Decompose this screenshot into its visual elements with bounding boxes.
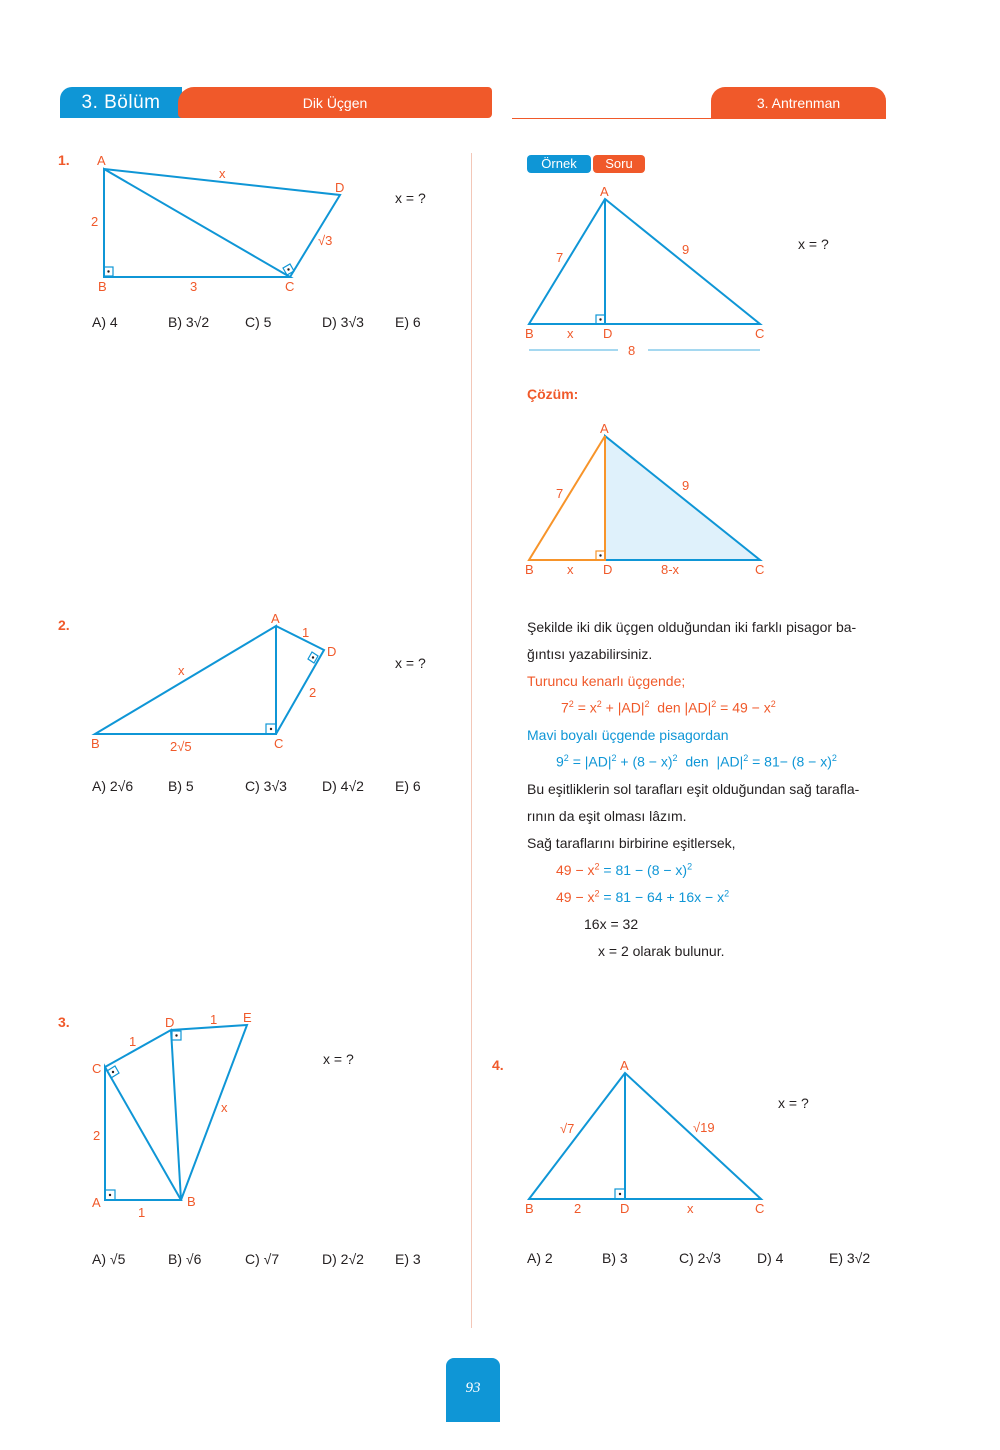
q3-label-x: x: [221, 1100, 228, 1115]
sol-label-d: D: [603, 562, 613, 577]
q3-label-cd: 1: [129, 1034, 137, 1049]
q4-label-ac: √19: [693, 1120, 715, 1135]
q2-label-c: C: [274, 736, 284, 751]
q1-label-x: x: [219, 166, 226, 181]
q4-option-d[interactable]: D) 4: [757, 1250, 784, 1266]
solution-line-6: rının da eşit olması lâzım.: [527, 808, 687, 824]
q4-label-bd: 2: [574, 1201, 582, 1216]
q1-option-e[interactable]: E) 6: [395, 314, 421, 330]
solution-line-2: ğıntısı yazabilirsiniz.: [527, 646, 653, 662]
solution-line-1: Şekilde iki dik üçgen olduğundan iki farklı pisagor ba-: [527, 619, 857, 635]
q1-option-b[interactable]: B) 3√2: [168, 314, 210, 330]
q1-label-d: D: [335, 180, 345, 195]
training-banner: 3. Antrenman: [711, 87, 886, 118]
question-1-number: 1.: [58, 152, 70, 168]
q2-option-e[interactable]: E) 6: [395, 778, 421, 794]
q1-label-bc: 3: [190, 279, 198, 294]
q4-label-d: D: [620, 1201, 630, 1216]
ex-label-a: A: [600, 184, 609, 199]
ex-label-ac: 9: [682, 242, 690, 257]
ex-label-c: C: [755, 326, 765, 341]
q4-label-ab: √7: [560, 1121, 575, 1136]
sol-label-a: A: [600, 421, 609, 436]
q3-option-a[interactable]: A) √5: [92, 1251, 126, 1267]
question-4-number: 4.: [492, 1057, 504, 1073]
solution-line-9: x = 2 olarak bulunur.: [598, 943, 725, 959]
q2-label-ad: 1: [302, 625, 310, 640]
topic-banner: Dik Üçgen: [178, 87, 492, 118]
q4-option-c[interactable]: C) 2√3: [679, 1250, 721, 1266]
q2-label-b: B: [91, 736, 100, 751]
q1-label-b: B: [98, 279, 107, 294]
q4-label-a: A: [620, 1058, 629, 1073]
ex-prompt: x = ?: [798, 236, 829, 252]
solution-line-4: Mavi boyalı üçgende pisagordan: [527, 727, 729, 743]
q3-label-c: C: [92, 1061, 102, 1076]
solution-line-3: Turuncu kenarlı üçgende;: [527, 673, 686, 689]
ex-label-ab: 7: [556, 250, 564, 265]
equation-combined-2: $49 - x^2 = 81 - 64 + 16x - x^2$: [556, 888, 730, 905]
q2-label-dc: 2: [309, 685, 317, 700]
q4-option-a[interactable]: A) 2: [527, 1250, 553, 1266]
q4-option-b[interactable]: B) 3: [602, 1250, 628, 1266]
q4-label-b: B: [525, 1201, 534, 1216]
ex-label-x: x: [567, 326, 574, 341]
q3-option-c[interactable]: C) √7: [245, 1251, 280, 1267]
q4-prompt: x = ?: [778, 1095, 809, 1111]
q4-options: [0, 1250, 900, 1270]
q2-option-b[interactable]: B) 5: [168, 778, 194, 794]
equation-blue-1: $9^2 = |AD|^2 + (8 - x)^2$ den $|AD|^2 = 81- (8 - x)^2$: [556, 753, 837, 770]
q3-option-d[interactable]: D) 2√2: [322, 1251, 364, 1267]
solution-line-5: Bu eşitliklerin sol tarafları eşit olduğundan sağ tarafla-: [527, 781, 860, 797]
question-tag: Soru: [593, 155, 645, 173]
q3-prompt: x = ?: [323, 1051, 354, 1067]
solution-line-8: 16x = 32: [584, 916, 639, 932]
sol-label-x: x: [567, 562, 574, 577]
question-2-number: 2.: [58, 617, 70, 633]
sol-label-c: C: [755, 562, 765, 577]
q2-label-a: A: [271, 611, 280, 626]
q2-label-d: D: [327, 644, 337, 659]
sol-label-b: B: [525, 562, 534, 577]
q1-option-c[interactable]: C) 5: [245, 314, 272, 330]
sol-label-ac: 9: [682, 478, 690, 493]
q1-label-c: C: [285, 279, 295, 294]
ex-label-b: B: [525, 326, 534, 341]
q3-label-d: D: [165, 1015, 175, 1030]
q3-label-de: 1: [210, 1012, 218, 1027]
q1-option-d[interactable]: D) 3√3: [322, 314, 364, 330]
q2-option-c[interactable]: C) 3√3: [245, 778, 287, 794]
q1-label-a: A: [97, 153, 106, 168]
q4-label-x: x: [687, 1201, 694, 1216]
q2-option-d[interactable]: D) 4√2: [322, 778, 364, 794]
q3-option-b[interactable]: B) √6: [168, 1251, 202, 1267]
q2-label-bc: 2√5: [170, 739, 192, 754]
q3-label-ab: 1: [138, 1205, 146, 1220]
solution-line-7: Sağ taraflarını birbirine eşitlersek,: [527, 835, 736, 851]
ex-label-d: D: [603, 326, 613, 341]
solution-title: Çözüm:: [527, 386, 579, 402]
equation-combined-1: $49 - x^2 = 81 - (8 - x)^2$: [556, 861, 693, 878]
q1-label-cd: √3: [318, 233, 333, 248]
q2-label-x: x: [178, 663, 185, 678]
sol-label-ab: 7: [556, 486, 564, 501]
page-number: 93: [446, 1358, 500, 1422]
q2-prompt: x = ?: [395, 655, 426, 671]
question-3-number: 3.: [58, 1014, 70, 1030]
q2-option-a[interactable]: A) 2√6: [92, 778, 134, 794]
q3-label-a: A: [92, 1195, 101, 1210]
equation-orange-1: $7^2 = x^2 + |AD|^2$ den $|AD|^2 = 49 - x^2$: [561, 699, 776, 716]
q3-label-b: B: [187, 1194, 196, 1209]
q1-label-ab: 2: [91, 214, 99, 229]
q3-label-ac: 2: [93, 1128, 101, 1143]
q3-label-e: E: [243, 1010, 252, 1025]
q4-label-c: C: [755, 1201, 765, 1216]
q1-prompt: x = ?: [395, 190, 426, 206]
section-badge: 3. Bölüm: [60, 87, 182, 118]
ex-label-bc: 8: [628, 343, 636, 358]
q3-option-e[interactable]: E) 3: [395, 1251, 421, 1267]
q1-option-a[interactable]: A) 4: [92, 314, 118, 330]
q4-option-e[interactable]: E) 3√2: [829, 1250, 871, 1266]
example-tag: Örnek: [527, 155, 591, 173]
sol-label-dc: 8-x: [661, 562, 680, 577]
